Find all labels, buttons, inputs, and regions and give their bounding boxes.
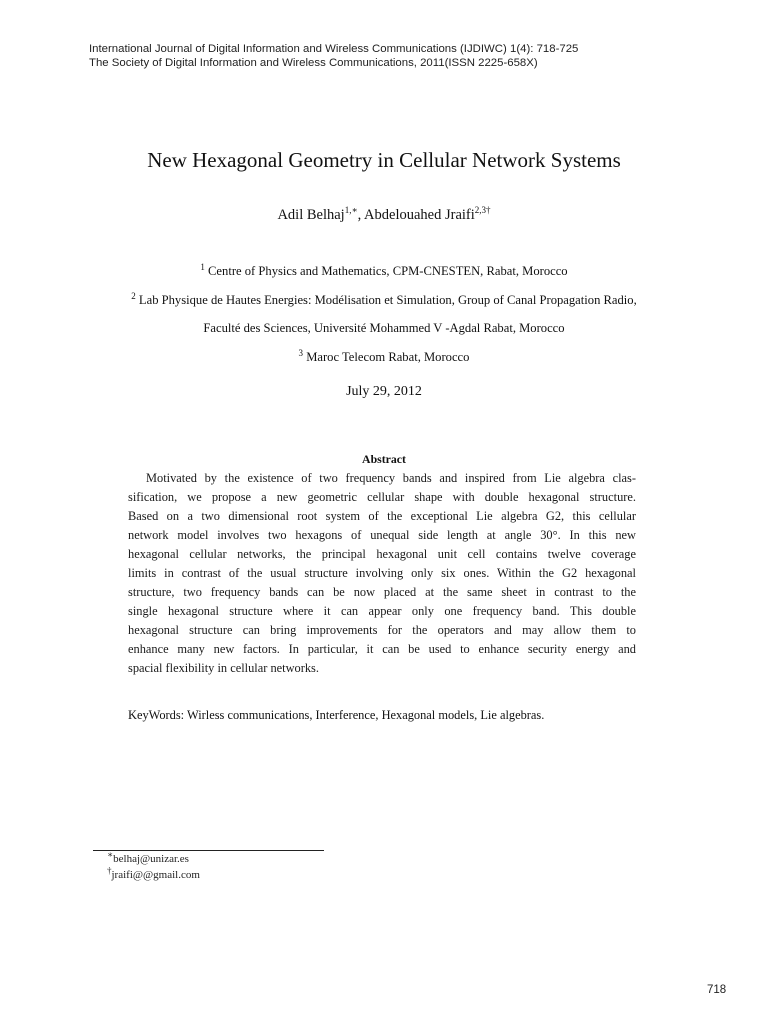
abstract-line: Motivated by the existence of two frequency bands and inspired from Lie algebra clas- bbox=[146, 471, 636, 485]
abstract-line: hexagonal structure can bring improvements for the operators and may allow them to bbox=[128, 623, 636, 637]
affiliation-2-marker: 2 bbox=[131, 290, 136, 301]
footnote-2-email: jraifi@@gmail.com bbox=[111, 869, 200, 881]
abstract-line: enhance many new factors. In particular, it can be used to enhance security energy and bbox=[128, 642, 636, 656]
author-2-name: Abdelouahed Jraifi bbox=[364, 207, 475, 223]
page-number: 718 bbox=[707, 984, 727, 996]
affiliation-1 bbox=[0, 263, 768, 279]
affiliation-2 bbox=[0, 292, 768, 308]
footnote-1 bbox=[107, 849, 189, 866]
abstract-line: network model involves two hexagons of unequal side length at angle 30°. In this new bbox=[128, 528, 636, 542]
author-1-superscript: 1,∗ bbox=[344, 205, 358, 216]
abstract-line: single hexagonal structure where it can appear only one frequency band. This double bbox=[128, 604, 636, 618]
affiliation-3 bbox=[0, 349, 768, 365]
abstract-line: limits in contrast of the usual structure involving only six ones. Within the G2 hexagonal bbox=[128, 566, 636, 580]
author-line bbox=[0, 206, 768, 224]
keywords: KeyWords: Wirless communications, Interference, Hexagonal models, Lie algebras. bbox=[128, 708, 545, 722]
abstract-line: structure, two frequency bands can be now placed at the same sheet in contrast to the bbox=[128, 585, 636, 599]
abstract-body bbox=[128, 469, 636, 678]
author-1-name: Adil Belhaj bbox=[277, 207, 345, 223]
abstract-line: spacial flexibility in cellular networks. bbox=[128, 661, 319, 675]
paper-title: New Hexagonal Geometry in Cellular Network Systems bbox=[147, 148, 621, 172]
affiliation-2-text: Lab Physique de Hautes Energies: Modélisation et Simulation, Group of Canal Propagation Radio, bbox=[138, 293, 637, 307]
affiliation-2-continued-text: Faculté des Sciences, Université Mohammed V -Agdal Rabat, Morocco bbox=[203, 321, 565, 335]
abstract-heading: Abstract bbox=[362, 452, 406, 466]
affiliation-1-text: Centre of Physics and Mathematics, CPM-CNESTEN, Rabat, Morocco bbox=[208, 264, 568, 278]
footnote-2-marker: † bbox=[107, 865, 112, 876]
paper-date: July 29, 2012 bbox=[346, 384, 422, 399]
footnote-1-email: belhaj@unizar.es bbox=[113, 853, 189, 865]
affiliation-3-text: Maroc Telecom Rabat, Morocco bbox=[306, 350, 470, 364]
affiliation-1-marker: 1 bbox=[200, 261, 205, 272]
abstract-line: sification, we propose a new geometric cellular shape with double hexagonal structure. bbox=[128, 490, 636, 504]
affiliation-3-marker: 3 bbox=[298, 347, 304, 358]
author-2-superscript: 2,3† bbox=[474, 205, 491, 216]
journal-header bbox=[89, 43, 578, 70]
footnote-2 bbox=[107, 865, 200, 882]
journal-header-line1: International Journal of Digital Information and Wireless Communications (IJDIWC) 1(4): 718-725 bbox=[89, 43, 579, 55]
author-separator: , bbox=[357, 207, 365, 223]
footnote-divider bbox=[93, 850, 324, 851]
journal-header-line2: The Society of Digital Information and Wireless Communications, 2011(ISSN 2225-658X) bbox=[89, 56, 538, 69]
footnote-1-marker: ∗ bbox=[107, 849, 114, 860]
affiliation-2-continued bbox=[0, 320, 768, 336]
abstract-line: Based on a two dimensional root system of the exceptional Lie algebra G2, this cellular bbox=[128, 509, 636, 523]
abstract-line: hexagonal cellular networks, the principal hexagonal unit cell contains twelve coverage bbox=[128, 547, 636, 561]
